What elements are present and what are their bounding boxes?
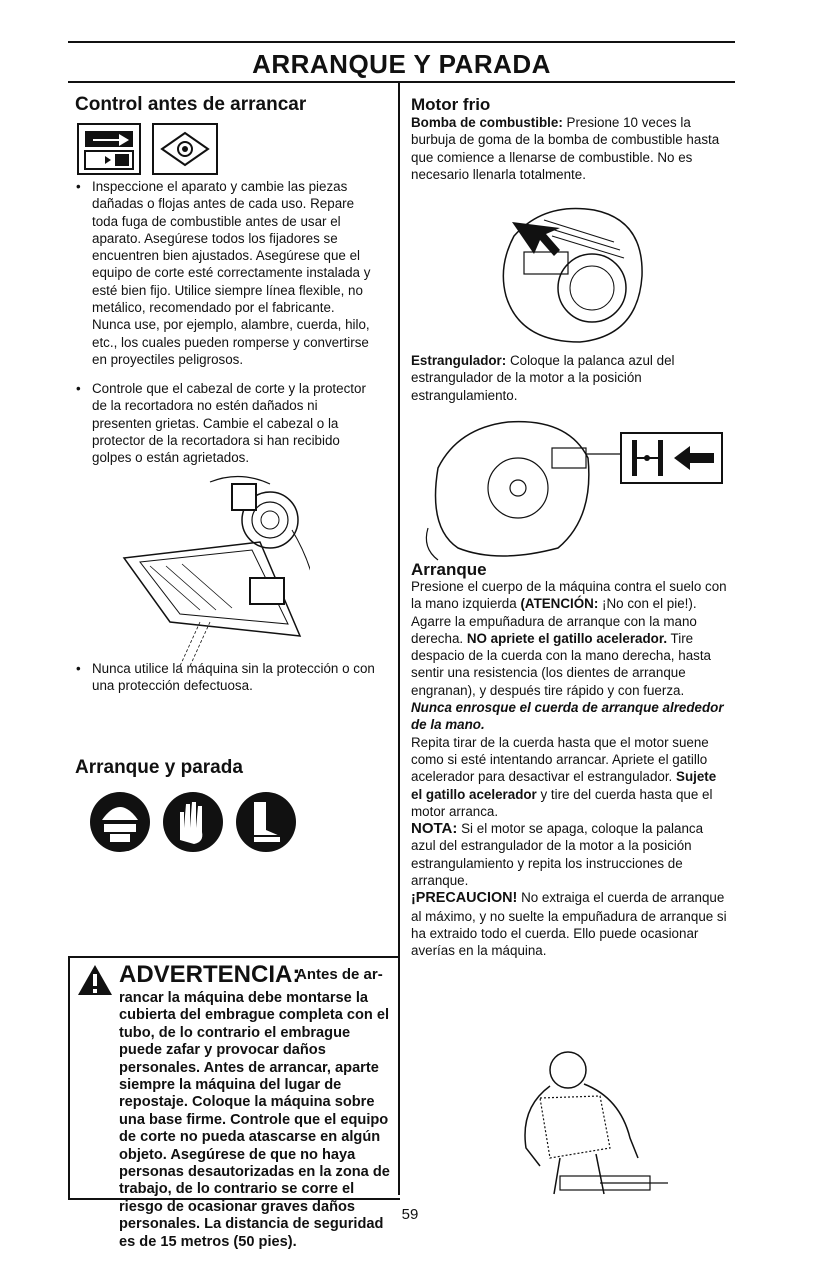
bullet-protection-text: Nunca utilice la máquina sin la protección o con una protección defectuosa. — [92, 661, 375, 694]
primer-bulb-illustration — [484, 196, 654, 346]
page-title: ARRANQUE Y PARADA — [252, 49, 551, 79]
helmet-icon — [90, 792, 150, 852]
precaucion-label: ¡PRECAUCION! — [411, 890, 518, 907]
ppe-icons — [88, 790, 298, 854]
bomba-paragraph — [411, 114, 723, 183]
arranque-p1a: Presione el cuerpo de la máquina contra el suelo con la mano izquierda — [411, 579, 727, 612]
top-rule — [68, 41, 735, 43]
choke-symbol-icon — [620, 432, 723, 484]
glove-icon — [163, 792, 223, 852]
title-rule — [68, 81, 735, 83]
estrangulador-label: Estrangulador: — [411, 353, 507, 368]
bomba-label: Bomba de combustible: — [411, 115, 563, 130]
page-number: 59 — [401, 1206, 419, 1223]
warning-title: ADVERTENCIA: — [119, 961, 301, 988]
arranque-p1d: NO apriete el gatillo acelerador. — [466, 630, 668, 646]
arranque-heading: Arranque — [411, 560, 487, 579]
warning-body: rancar la máquina debe montarse la cubierta del embrague completa con el tubo, de lo contrario el embrague puede zafar y provocar daños personales. Antes de arrancar, aparte siempre la máquina del lugar de repostaje. Coloque la máquina sobre una base firme. Controle que el equipo de corte no pueda atascarse en algún objeto. Asegúrese de que no haya personas desautorizadas en la zona de trabajo, de lo contrario se corre el riesgo de ocasionar graves daños personales. La distancia de seguridad es de 15 metros (50 pies). — [119, 990, 390, 1250]
estrangulador-text: Coloque la palanca azul del estrangulador de la motor a la posición estrangulamiento. — [411, 353, 675, 403]
arranque-p1b: (ATENCIÓN: — [520, 596, 599, 612]
nota-label: NOTA: — [411, 820, 458, 838]
arranque-p2c: y tire del cuerda hasta que el motor arranca. — [411, 786, 713, 819]
arranque-p2b: Sujete el gatillo acelerador — [411, 769, 717, 802]
arranque-italic-warning: Nunca enrosque el cuerda de arranque alrededor de la mano. — [411, 700, 724, 733]
precaucion-text: No extraiga el cuerda de arranque al máximo, y no suelte la empuñadura de arranque si ha extraido todo el cuerda. Ello puede ocasionar averías en la máquina. — [411, 890, 727, 959]
bullet-control: • Controle que el cabezal de corte y la protector de la recortadora no estén dañados ni presenten grietas. Cambie el cabezal o la protector de la recortadora si han recibido golpes o están agrietados. — [76, 380, 376, 466]
bullet-inspect: • Inspeccione el aparato y cambie las piezas dañadas o flojas antes de cada uso. Repare toda fuga de combustible antes de usar el aparato. Asegúrese todos los fijadores se encuentren bien ajustados. Asegúrese que el equipo de corte esté correctamente instalada y esté bien fijo. Utilice siempre línea flexible, no metálico, recomendado por el fabricante. Nunca use, por ejemplo, alambre, cuerda, hilo, etc., los cuales pueden romperse y convertirse en proyectiles peligrosos. — [76, 178, 376, 368]
arranque-p1c: ¡No con el pie!). Agarre la empuñadura de arranque con la mano derecha. — [411, 596, 697, 646]
bullet-inspect-text: Inspeccione el aparato y cambie las piezas dañadas o flojas antes de cada uso. Repare toda fuga de combustible antes de usar el aparato. Asegúrese todos los fijadores se encuentren bien ajustados. Asegúrese que el equipo de corte esté correctamente instalada y esté bien fijo. Utilice siempre línea flexible, no metálico, recomendado por el fabricante. Nunca use, por ejemplo, alambre, cuerda, hilo, etc., los cuales pueden romperse y convertirse en proyectiles peligrosos. — [92, 179, 371, 367]
eye-icon — [152, 123, 218, 175]
bomba-text: Presione 10 veces la burbuja de goma de la bomba de combustible hasta que comience a llenarse de combustible. No es necesario llenarla totalmente. — [411, 115, 720, 182]
bullet-control-text: Controle que el cabezal de corte y la protector de la recortadora no estén dañados ni presenten grietas. Cambie el cabezal o la protector de la recortadora si han recibido golpes o están agrietados. — [92, 381, 366, 466]
warning-title-tail: Antes de ar- — [296, 966, 383, 983]
arranque-p1e: Tire despacio de la cuerda con la mano derecha, hasta sentir una resistencia (los dientes de arranque engranan), y después tire rápido y con fuerza. — [411, 630, 712, 698]
arranque-parada-heading: Arranque y parada — [75, 757, 243, 778]
manual-icon — [77, 123, 141, 175]
boots-icon — [236, 792, 296, 852]
control-heading: Control antes de arrancar — [75, 94, 307, 115]
bullet-protection: • Nunca utilice la máquina sin la protección o con una protección defectuosa. — [76, 661, 375, 694]
arranque-paragraph — [411, 578, 731, 960]
estrangulador-paragraph — [411, 352, 731, 404]
starting-person-illustration — [500, 1048, 670, 1196]
nota-text: Si el motor se apaga, coloque la palanca azul del estrangulador de la motor a la posición estrangulamiento y repita los instrucciones de arranque. — [411, 821, 704, 889]
warning-triangle-icon — [76, 963, 114, 997]
motor-frio-heading: Motor frio — [411, 95, 491, 114]
trimmer-head-illustration — [120, 470, 310, 670]
arranque-p2a: Repita tirar de la cuerda hasta que el motor suene como si esté intentando arrancar. Apriete el gatillo acelerador para desactivar el estrangulador. — [411, 734, 709, 785]
